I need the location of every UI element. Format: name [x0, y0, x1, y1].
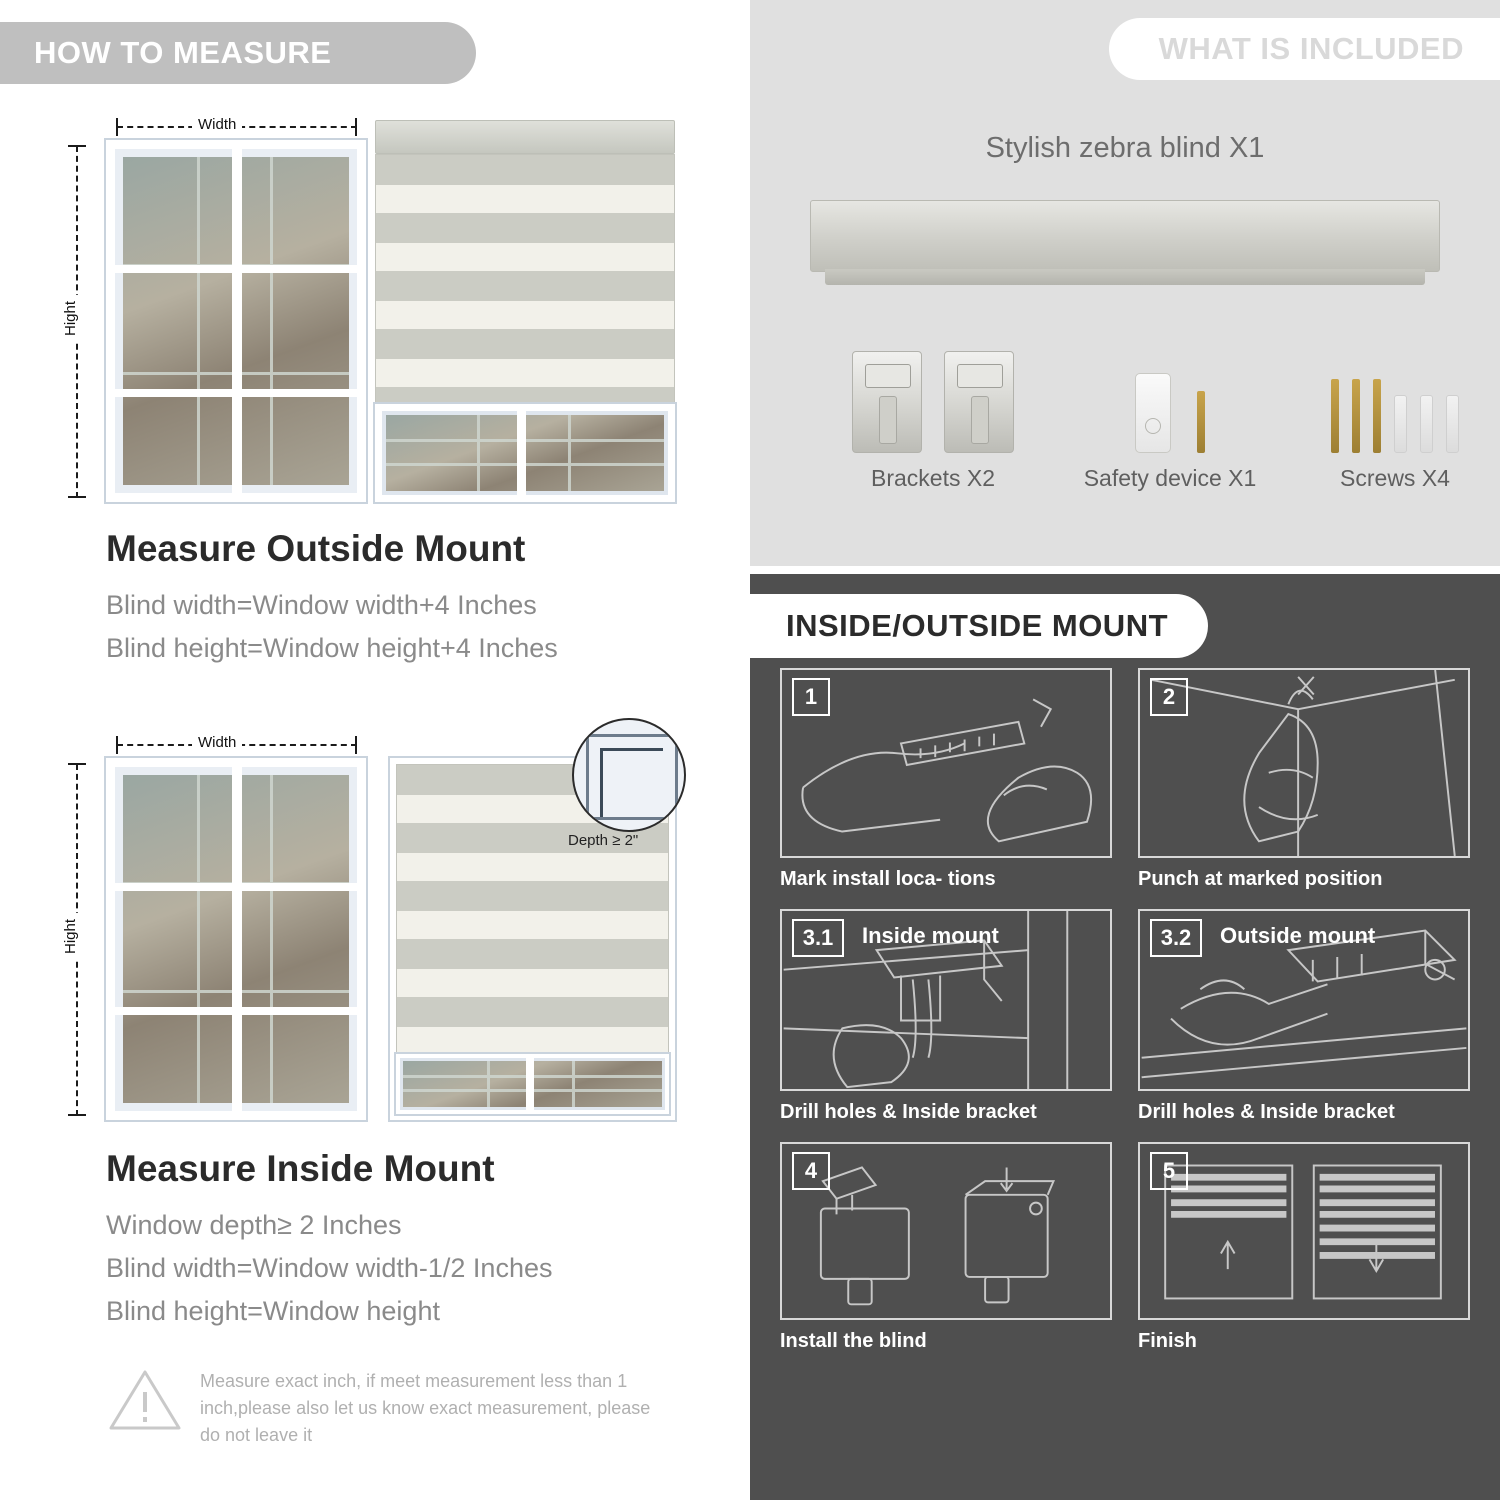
warning-triangle-icon	[108, 1368, 182, 1432]
screw-icon	[1331, 379, 1339, 453]
dim-cap	[355, 736, 357, 754]
wall-anchor-icon	[1394, 395, 1407, 453]
window-illustration	[106, 140, 366, 502]
inside-mount-line-1: Window depth≥ 2 Inches	[106, 1210, 402, 1240]
window-mullion-vertical	[232, 767, 242, 1111]
zebra-fabric	[375, 154, 675, 404]
inside-mount-line-3: Blind height=Window height	[106, 1296, 440, 1326]
step-3-1-number: 3.1	[792, 919, 844, 957]
dim-cap	[68, 145, 86, 147]
step-3-1	[780, 909, 1112, 1124]
safety-device-icon	[1135, 373, 1171, 453]
window-mullion-horizontal	[115, 883, 357, 891]
window-mullion-vertical	[232, 149, 242, 493]
window-mullion-horizontal	[115, 389, 357, 397]
step-3-2-caption: Drill holes & Inside bracket	[1138, 1101, 1395, 1123]
inside-mount-diagram	[60, 728, 720, 1128]
window-below-blind	[375, 404, 675, 502]
step-2	[1138, 668, 1470, 891]
step-1-illustration	[780, 668, 1112, 858]
measure-note-text: Measure exact inch, if meet measurement less than 1 inch,please also let us know exact measurement, please do not leave it	[200, 1371, 651, 1445]
hand-measuring-sketch	[782, 670, 1110, 856]
outside-height-label: Hight	[62, 295, 79, 342]
inside-outside-mount-panel	[750, 574, 1500, 1500]
how-to-measure-badge: HOW TO MEASURE	[0, 22, 476, 84]
step-1-caption: Mark install loca- tions	[780, 868, 996, 890]
dim-cap	[68, 1114, 86, 1116]
zebra-blind-headrail-illustration	[810, 200, 1440, 272]
right-column	[742, 0, 1500, 1500]
blind-headrail	[375, 120, 675, 154]
step-3-2-number: 3.2	[1150, 919, 1202, 957]
step-1-number: 1	[792, 678, 830, 716]
wall-anchor-icon	[1420, 395, 1433, 453]
step-2-number: 2	[1150, 678, 1188, 716]
step-5	[1138, 1142, 1470, 1353]
window-mullion-vertical	[526, 1058, 534, 1110]
part-brackets	[808, 348, 1058, 492]
screw-icon	[1373, 379, 1381, 453]
outside-mount-line-2: Blind height=Window height+4 Inches	[106, 633, 558, 663]
installation-steps	[780, 668, 1470, 1371]
measure-note	[108, 1368, 668, 1449]
part-label: Brackets X2	[871, 465, 995, 491]
bracket-icon	[944, 351, 1014, 453]
what-is-included-badge: WHAT IS INCLUDED	[1109, 18, 1500, 80]
inside-mount-heading: Measure Inside Mount	[106, 1148, 495, 1189]
window-mullion-vertical	[517, 411, 526, 495]
steps-row	[780, 1142, 1470, 1353]
drill-sketch	[1140, 670, 1468, 856]
step-2-caption: Punch at marked position	[1138, 868, 1383, 890]
screw-icon	[1197, 391, 1205, 453]
dim-cap	[116, 118, 118, 136]
wall-anchor-icon	[1446, 395, 1459, 453]
window-mullion-horizontal	[115, 265, 357, 273]
step-3-2-subtitle: Outside mount	[1220, 923, 1376, 948]
step-5-number: 5	[1150, 1152, 1188, 1190]
included-title: Stylish zebra blind X1	[985, 132, 1265, 164]
window-mullion-horizontal	[115, 1007, 357, 1015]
outside-mount-heading: Measure Outside Mount	[106, 528, 526, 569]
step-1	[780, 668, 1112, 891]
dim-cap	[116, 736, 118, 754]
outside-mount-diagram	[60, 110, 720, 510]
steps-row	[780, 668, 1470, 891]
part-screws	[1290, 348, 1500, 492]
install-blind-sketch	[782, 1144, 1110, 1318]
part-label: Screws X4	[1340, 465, 1450, 491]
inside-height-label: Hight	[62, 913, 79, 960]
outside-mount-line-1: Blind width=Window width+4 Inches	[106, 590, 537, 620]
steps-row	[780, 909, 1470, 1124]
part-safety-device	[1040, 348, 1300, 492]
step-3-1-caption: Drill holes & Inside bracket	[780, 1101, 1037, 1123]
step-3-2-illustration	[1138, 909, 1470, 1091]
finished-blinds-sketch	[1140, 1144, 1468, 1318]
step-3-1-illustration	[780, 909, 1112, 1091]
step-5-caption: Finish	[1138, 1330, 1197, 1352]
dim-cap	[68, 763, 86, 765]
step-5-illustration	[1138, 1142, 1470, 1320]
what-is-included-panel	[750, 0, 1500, 566]
dim-cap	[355, 118, 357, 136]
inside-mount-line-2: Blind width=Window width-1/2 Inches	[106, 1253, 553, 1283]
window-illustration	[106, 758, 366, 1120]
window-below-blind	[396, 1054, 669, 1114]
step-4-number: 4	[792, 1152, 830, 1190]
step-4-illustration	[780, 1142, 1112, 1320]
inside-width-label: Width	[192, 734, 242, 751]
inside-outside-mount-badge: INSIDE/OUTSIDE MOUNT	[750, 594, 1208, 658]
depth-label: Depth ≥ 2"	[568, 832, 639, 849]
outside-mount-blind	[375, 120, 675, 502]
depth-callout-circle	[572, 718, 686, 832]
dim-cap	[68, 496, 86, 498]
step-4-caption: Install the blind	[780, 1330, 927, 1352]
step-3-2	[1138, 909, 1470, 1124]
part-label: Safety device X1	[1083, 465, 1257, 491]
included-parts	[750, 348, 1500, 528]
outside-width-label: Width	[192, 116, 242, 133]
step-4	[780, 1142, 1112, 1353]
bracket-icon	[852, 351, 922, 453]
screw-icon	[1352, 379, 1360, 453]
how-to-measure-column	[0, 0, 742, 1500]
step-2-illustration	[1138, 668, 1470, 858]
step-3-1-subtitle: Inside mount	[862, 923, 999, 948]
